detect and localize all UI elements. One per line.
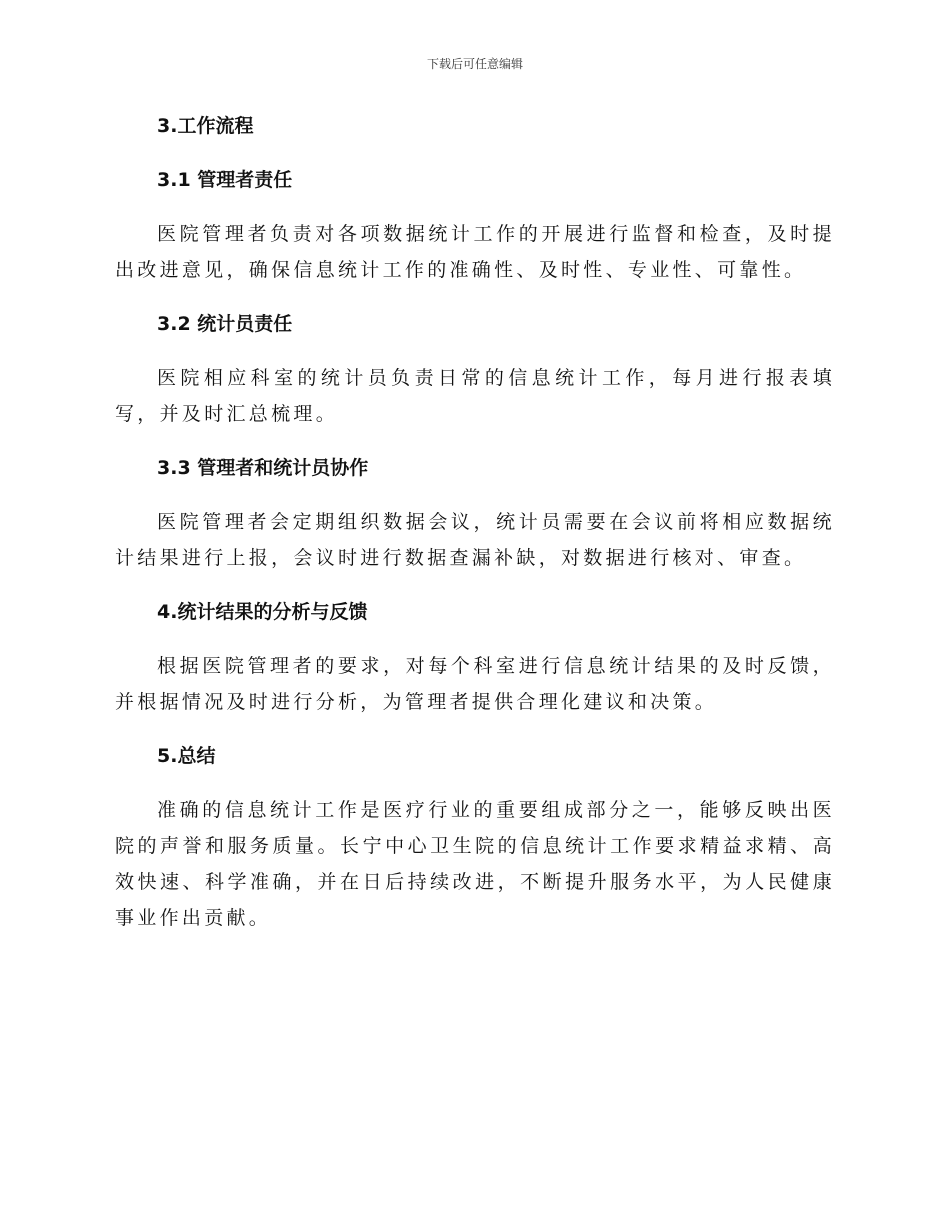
page-header-note: 下载后可任意编辑 xyxy=(426,57,523,71)
document-body xyxy=(115,108,835,936)
section-heading-3-3: 3.3 管理者和统计员协作 xyxy=(157,457,369,479)
section-paragraph-3-2: 医院相应科室的统计员负责日常的信息统计工作，每月进行报表填写，并及时汇总梳理。 xyxy=(115,367,835,425)
section-heading-3-2: 3.2 统计员责任 xyxy=(157,313,293,335)
section-paragraph-3-3: 医院管理者会定期组织数据会议，统计员需要在会议前将相应数据统计结果进行上报，会议时进行数据查漏补缺，对数据进行核对、审查。 xyxy=(115,511,835,569)
section-heading-3: 3.工作流程 xyxy=(157,115,254,137)
section-heading-3-1: 3.1 管理者责任 xyxy=(157,169,293,191)
section-heading-5: 5.总结 xyxy=(157,745,216,767)
section-paragraph-5: 准确的信息统计工作是医疗行业的重要组成部分之一，能够反映出医院的声誉和服务质量。长宁中心卫生院的信息统计工作要求精益求精、高效快速、科学准确，并在日后持续改进，不断提升服务水平，为人民健康事业作出贡献。 xyxy=(115,799,835,929)
section-paragraph-4: 根据医院管理者的要求，对每个科室进行信息统计结果的及时反馈，并根据情况及时进行分析，为管理者提供合理化建议和决策。 xyxy=(115,655,835,713)
section-paragraph-3-1: 医院管理者负责对各项数据统计工作的开展进行监督和检查，及时提出改进意见，确保信息统计工作的准确性、及时性、专业性、可靠性。 xyxy=(115,223,835,281)
section-heading-4: 4.统计结果的分析与反馈 xyxy=(157,601,368,623)
